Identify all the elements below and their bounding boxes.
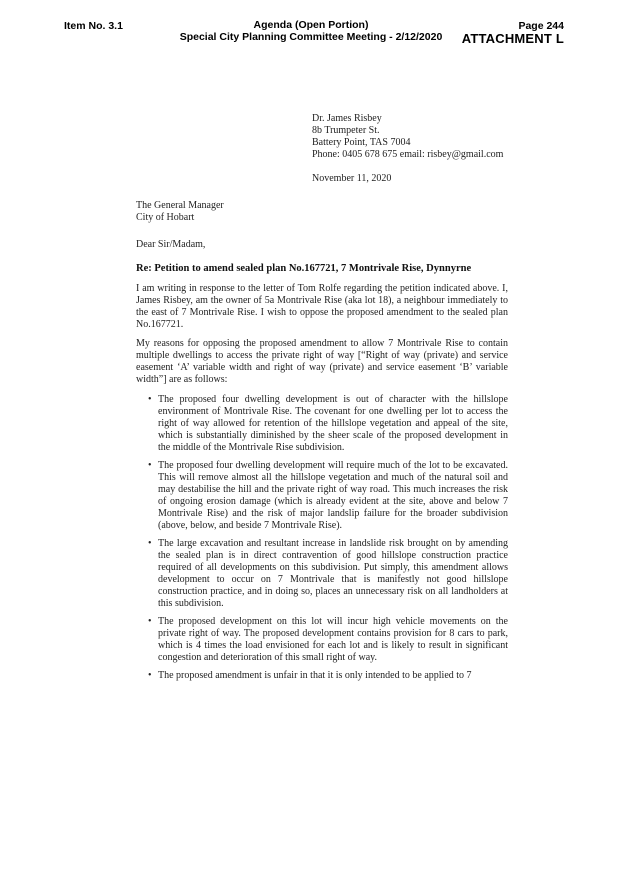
bullet-icon: •	[148, 538, 152, 549]
paragraph: I am writing in response to the letter of Tom Rolfe regarding the petition indicated above. I, James Risbey, am the owner of 5a Montrivale Rise (aka lot 18), a neighbour immediately to the east of 7 Montrivale Rise. I wish to oppose the proposed amendment to the sealed plan No.167721.	[136, 283, 508, 330]
list-item-text: The proposed amendment is unfair in that it is only intended to be applied to 7	[158, 670, 472, 681]
recipient-title: The General Manager	[136, 200, 224, 211]
item-number: Item No. 3.1	[64, 20, 123, 32]
list-item	[136, 616, 508, 664]
list-item-text: The proposed four dwelling development is out of character with the hillslope environment of Montrivale Rise. The covenant for one dwelling per lot to access the right of way allowed for retention of the hillslope vegetation and appeal of the site, which is substantially diminished by the sheer scale of the proposed development in the middle of the Montrivale Rise subdivision.	[158, 394, 508, 453]
sender-name: Dr. James Risbey	[312, 113, 382, 124]
bullet-icon: •	[148, 616, 152, 627]
list-item	[136, 670, 508, 682]
list-item-text: The proposed development on this lot will incur high vehicle movements on the private right of way. The proposed development contains provision for 8 cars to park, which is 4 times the load envisioned for each lot and is likely to result in significant congestion and deterioration of this small right of way.	[158, 616, 508, 663]
sender-address-street: 8b Trumpeter St.	[312, 125, 380, 136]
bullet-icon: •	[148, 460, 152, 471]
paragraph: My reasons for opposing the proposed amendment to allow 7 Montrivale Rise to contain multiple dwellings to access the private right of way [“Right of way (private) and service easement ‘A’ variable width and right of way (private) and service easement ‘B’ variable width”] are as follows:	[136, 338, 508, 385]
agenda-heading	[150, 19, 472, 43]
sender-block	[312, 113, 503, 161]
list-item-text: The large excavation and resultant increase in landslide risk brought on by amending the sealed plan is in direct contravention of good hillslope construction practice required of all developments on this subdivision. Put simply, this amendment allows development to occur on 7 Montrivale that is manifestly not good hillslope construction practice, and in doing so, places an unnecessary risk on all landholders at this subdivision.	[158, 538, 508, 609]
reasons-list	[136, 394, 508, 682]
bullet-icon: •	[148, 394, 152, 405]
salutation: Dear Sir/Madam,	[136, 239, 206, 250]
page-number: Page 244	[518, 20, 564, 32]
list-item	[136, 538, 508, 610]
sender-contact: Phone: 0405 678 675 email: risbey@gmail.com	[312, 149, 504, 160]
list-item	[136, 460, 508, 532]
list-item	[136, 394, 508, 454]
letter-body	[136, 283, 508, 688]
meeting-title: Special City Planning Committee Meeting - 2/12/2020	[179, 31, 443, 43]
list-item-text: The proposed four dwelling development will require much of the lot to be excavated. This will remove almost all the hillslope vegetation and much of the natural soil and may destabilise the hill and the private right of way road. This much increases the risk of ongoing erosion damage (which is already evident at the site, above and below 7 Montrivale Rise) and the risk of major landslip failure for the broader subdivision (above, below, and beside 7 Montrivale Rise).	[158, 460, 508, 531]
letter-date: November 11, 2020	[312, 173, 392, 184]
sender-address-suburb: Battery Point, TAS 7004	[312, 137, 411, 148]
recipient-block	[136, 200, 224, 224]
bullet-icon: •	[148, 670, 152, 681]
attachment-label: ATTACHMENT L	[461, 31, 564, 46]
recipient-organisation: City of Hobart	[136, 212, 195, 223]
subject-line: Re: Petition to amend sealed plan No.167721, 7 Montrivale Rise, Dynnyrne	[136, 263, 472, 274]
agenda-title: Agenda (Open Portion)	[253, 19, 369, 31]
